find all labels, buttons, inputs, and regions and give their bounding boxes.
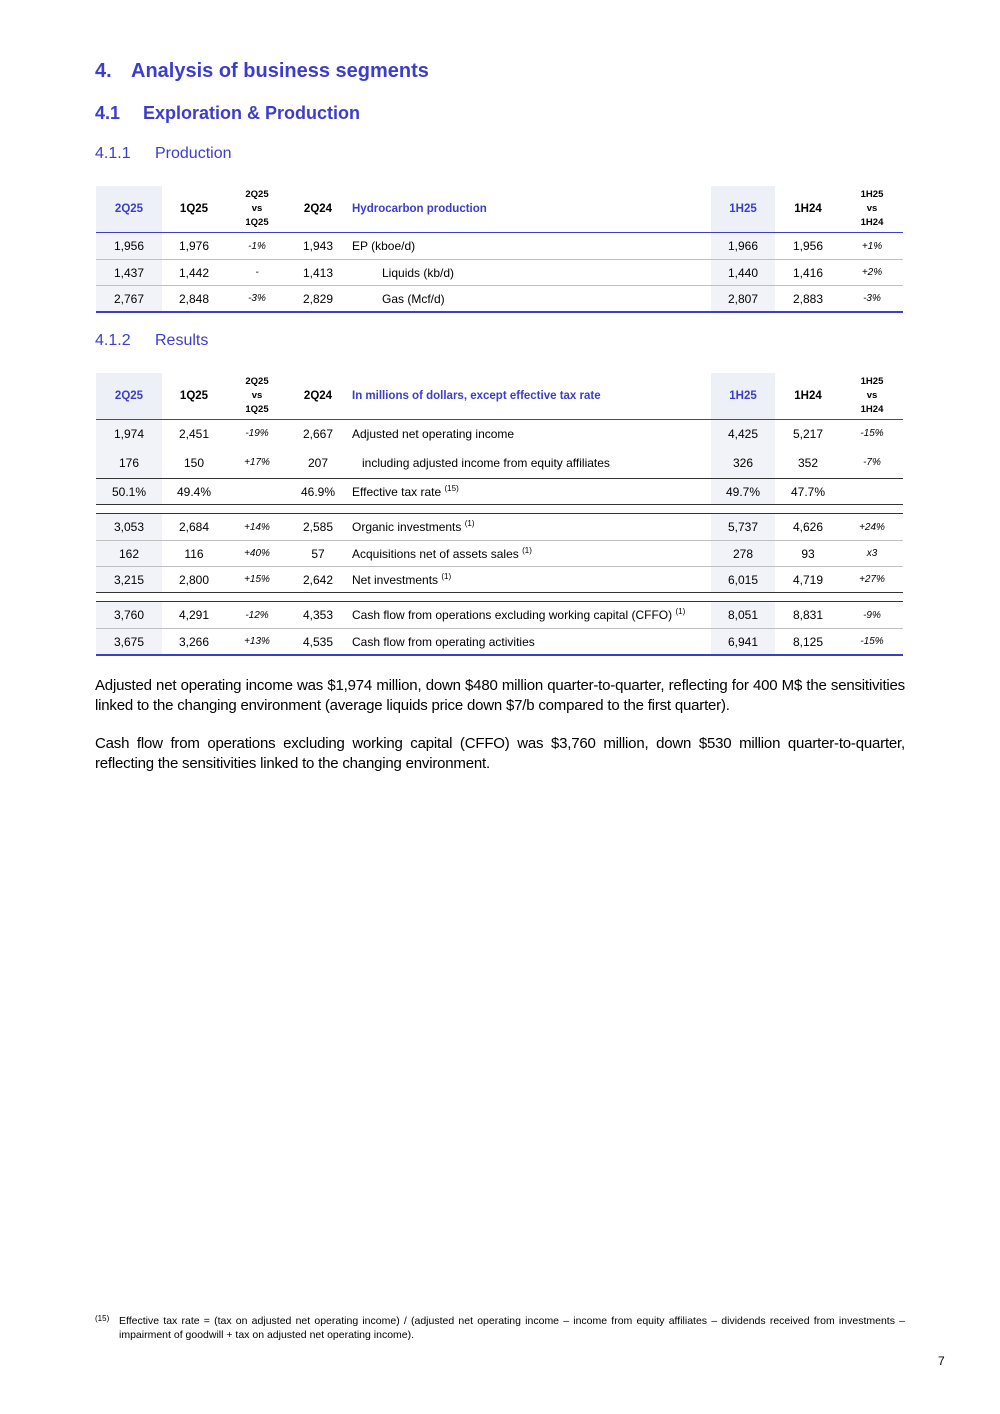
- header-2q25: 2Q25: [96, 186, 162, 233]
- cell: 2,451: [178, 426, 210, 441]
- cell: 49.7%: [711, 479, 775, 505]
- cell: -15%: [841, 629, 903, 656]
- cell: 2,585: [288, 514, 348, 541]
- cell: 3,266: [162, 629, 226, 656]
- row-label: Organic investments $^{(1)}$: [348, 514, 711, 541]
- header-1q25: 1Q25: [162, 186, 226, 233]
- cell: 2,883: [775, 286, 841, 313]
- cell: 4,719: [775, 567, 841, 593]
- cell: 2,807: [711, 286, 775, 313]
- table-row: [96, 420, 903, 448]
- cell: -19%: [245, 428, 269, 440]
- cell: -12%: [226, 602, 288, 629]
- results-table: [96, 373, 903, 656]
- cell: +17%: [226, 448, 288, 479]
- cell: 4,291: [162, 602, 226, 629]
- cell: 1,956: [775, 233, 841, 260]
- header-1q25: 1Q25: [162, 373, 226, 420]
- cell: 47.7%: [775, 479, 841, 505]
- cell: 1,956: [96, 233, 162, 260]
- cell: 278: [711, 541, 775, 567]
- cell: -1%: [226, 233, 288, 260]
- row-label: Cash flow from operating activities: [348, 629, 711, 656]
- cell: 93: [775, 541, 841, 567]
- cell: +2%: [841, 260, 903, 286]
- cell: 8,831: [775, 602, 841, 629]
- cell: 162: [96, 541, 162, 567]
- table-header: [96, 186, 903, 233]
- cell: 1,437: [96, 260, 162, 286]
- subsection-title: Exploration & Production: [143, 103, 361, 123]
- cell: 2,642: [288, 567, 348, 593]
- cell: [226, 479, 288, 505]
- cell: 1,413: [288, 260, 348, 286]
- cell: +27%: [841, 567, 903, 593]
- cell: 1,976: [162, 233, 226, 260]
- cell: 3,675: [96, 629, 162, 656]
- results-title: Results: [155, 332, 209, 349]
- page-number: 7: [938, 1354, 945, 1368]
- cell: 352: [775, 448, 841, 479]
- header-label: In millions of dollars, except effective tax rate: [348, 373, 711, 420]
- table-row: [96, 448, 903, 479]
- cell: 8,125: [775, 629, 841, 656]
- cell: -3%: [841, 286, 903, 313]
- row-label: Gas (Mcf/d): [348, 286, 711, 313]
- cell: 4,626: [775, 514, 841, 541]
- row-label: Cash flow from operations excluding working capital (CFFO) $^{(1)}$: [348, 602, 711, 629]
- row-label: Effective tax rate $^{(15)}$: [348, 479, 711, 505]
- results-heading: [95, 332, 208, 350]
- row-gap: [96, 505, 903, 514]
- cell: 49.4%: [162, 479, 226, 505]
- cell: 150: [162, 448, 226, 479]
- cell: +13%: [226, 629, 288, 656]
- row-label: EP (kboe/d): [348, 233, 711, 260]
- cell: 5,217: [792, 426, 824, 441]
- footnote-ref: (15): [444, 483, 459, 493]
- table-row: [96, 233, 903, 260]
- table-row: [96, 567, 903, 593]
- section-number: 4.: [95, 60, 112, 82]
- cell: 1,974: [96, 420, 162, 448]
- footnote-ref: (1): [464, 519, 475, 528]
- cell: 2,667: [302, 426, 334, 441]
- row-gap: [96, 593, 903, 602]
- table-row: [96, 286, 903, 313]
- cell: 2,848: [162, 286, 226, 313]
- table-header: [96, 373, 903, 420]
- cell: 2,829: [288, 286, 348, 313]
- row-label: Liquids (kb/d): [348, 260, 711, 286]
- subsection-number: 4.1: [95, 103, 121, 123]
- cell: 1,966: [711, 233, 775, 260]
- table-row: [96, 479, 903, 505]
- subsection-heading: [95, 103, 360, 124]
- cell: 2,767: [96, 286, 162, 313]
- cell: 46.9%: [288, 479, 348, 505]
- cell: 6,015: [711, 567, 775, 593]
- commentary-paragraph: Adjusted net operating income was $1,974 million, down $480 million quarter-to-quarter, reflecting for 400 M$ the sensitivities linked to the changing environment (average liquids price down $7/b compared to the first quarter).: [95, 677, 905, 714]
- cell: 1,440: [711, 260, 775, 286]
- cell: 4,353: [288, 602, 348, 629]
- cell: -15%: [860, 428, 884, 440]
- cell: 207: [288, 448, 348, 479]
- cell: +15%: [226, 567, 288, 593]
- header-1h24: 1H24: [775, 373, 841, 420]
- cell: 1,416: [775, 260, 841, 286]
- cell: +24%: [841, 514, 903, 541]
- cell: +40%: [226, 541, 288, 567]
- header-1h25: 1H25: [711, 186, 775, 233]
- cell: 3,053: [96, 514, 162, 541]
- header-2q24: 2Q24: [288, 186, 348, 233]
- table-row: [96, 541, 903, 567]
- header-h-variation: 1H25 vs 1H24: [841, 186, 903, 233]
- cell: 3,215: [96, 567, 162, 593]
- cell: 8,051: [711, 602, 775, 629]
- cell: +1%: [841, 233, 903, 260]
- cell: x3: [841, 541, 903, 567]
- cell: -7%: [841, 448, 903, 479]
- table-row: [96, 629, 903, 656]
- header-q-variation: 2Q25 vs 1Q25: [226, 373, 288, 420]
- cell: 4,425: [711, 420, 775, 448]
- cell: +14%: [226, 514, 288, 541]
- header-2q24: 2Q24: [288, 373, 348, 420]
- header-q-variation: 2Q25 vs 1Q25: [226, 186, 288, 233]
- footnote-ref: (1): [675, 607, 686, 616]
- production-heading: [95, 145, 232, 163]
- cell: 6,941: [711, 629, 775, 656]
- production-table: [96, 186, 903, 313]
- cell: [841, 479, 903, 505]
- cell: 3,760: [96, 602, 162, 629]
- row-label: Net investments $^{(1)}$: [348, 567, 711, 593]
- cell: 1,943: [288, 233, 348, 260]
- footnote-mark: (15): [95, 1314, 110, 1323]
- cell: 2,684: [162, 514, 226, 541]
- row-label: including adjusted income from equity affiliates: [348, 448, 711, 479]
- section-heading: [95, 60, 429, 83]
- section-title: Analysis of business segments: [131, 60, 429, 82]
- footnote-ref: (1): [441, 571, 452, 581]
- header-1h25: 1H25: [711, 373, 775, 420]
- cell: 1,442: [162, 260, 226, 286]
- production-number: 4.1.1: [95, 145, 131, 162]
- cell: -: [226, 260, 288, 286]
- cell: 176: [96, 448, 162, 479]
- table-row: [96, 260, 903, 286]
- header-2q25: 2Q25: [96, 373, 162, 420]
- cell: 50.1%: [96, 479, 162, 505]
- header-h-variation: 1H25 vs 1H24: [841, 373, 903, 420]
- production-title: Production: [155, 145, 232, 162]
- results-number: 4.1.2: [95, 332, 131, 349]
- cell: 4,535: [288, 629, 348, 656]
- cell: -3%: [226, 286, 288, 313]
- commentary-paragraph: Cash flow from operations excluding working capital (CFFO) was $3,760 million, down $530 million quarter-to-quarter, reflecting the sensitivities linked to the changing environment.: [95, 735, 905, 772]
- cell: 326: [711, 448, 775, 479]
- header-label: Hydrocarbon production: [348, 186, 711, 233]
- cell: -9%: [841, 602, 903, 629]
- header-1h24: 1H24: [775, 186, 841, 233]
- cell: 57: [288, 541, 348, 567]
- footnote-ref: (1): [522, 545, 532, 555]
- footnote-text: Effective tax rate = (tax on adjusted net operating income) / (adjusted net operating income – income from equity affiliates – dividends received from investments – impairment of goodwill + tax on adjusted net operating income).: [119, 1315, 905, 1341]
- cell: 2,800: [162, 567, 226, 593]
- table-row: [96, 514, 903, 541]
- cell: 116: [162, 541, 226, 567]
- row-label: Adjusted net operating income: [352, 426, 515, 441]
- table-row: [96, 602, 903, 629]
- cell: 5,737: [711, 514, 775, 541]
- row-label: Acquisitions net of assets sales $^{(1)}$: [348, 541, 711, 567]
